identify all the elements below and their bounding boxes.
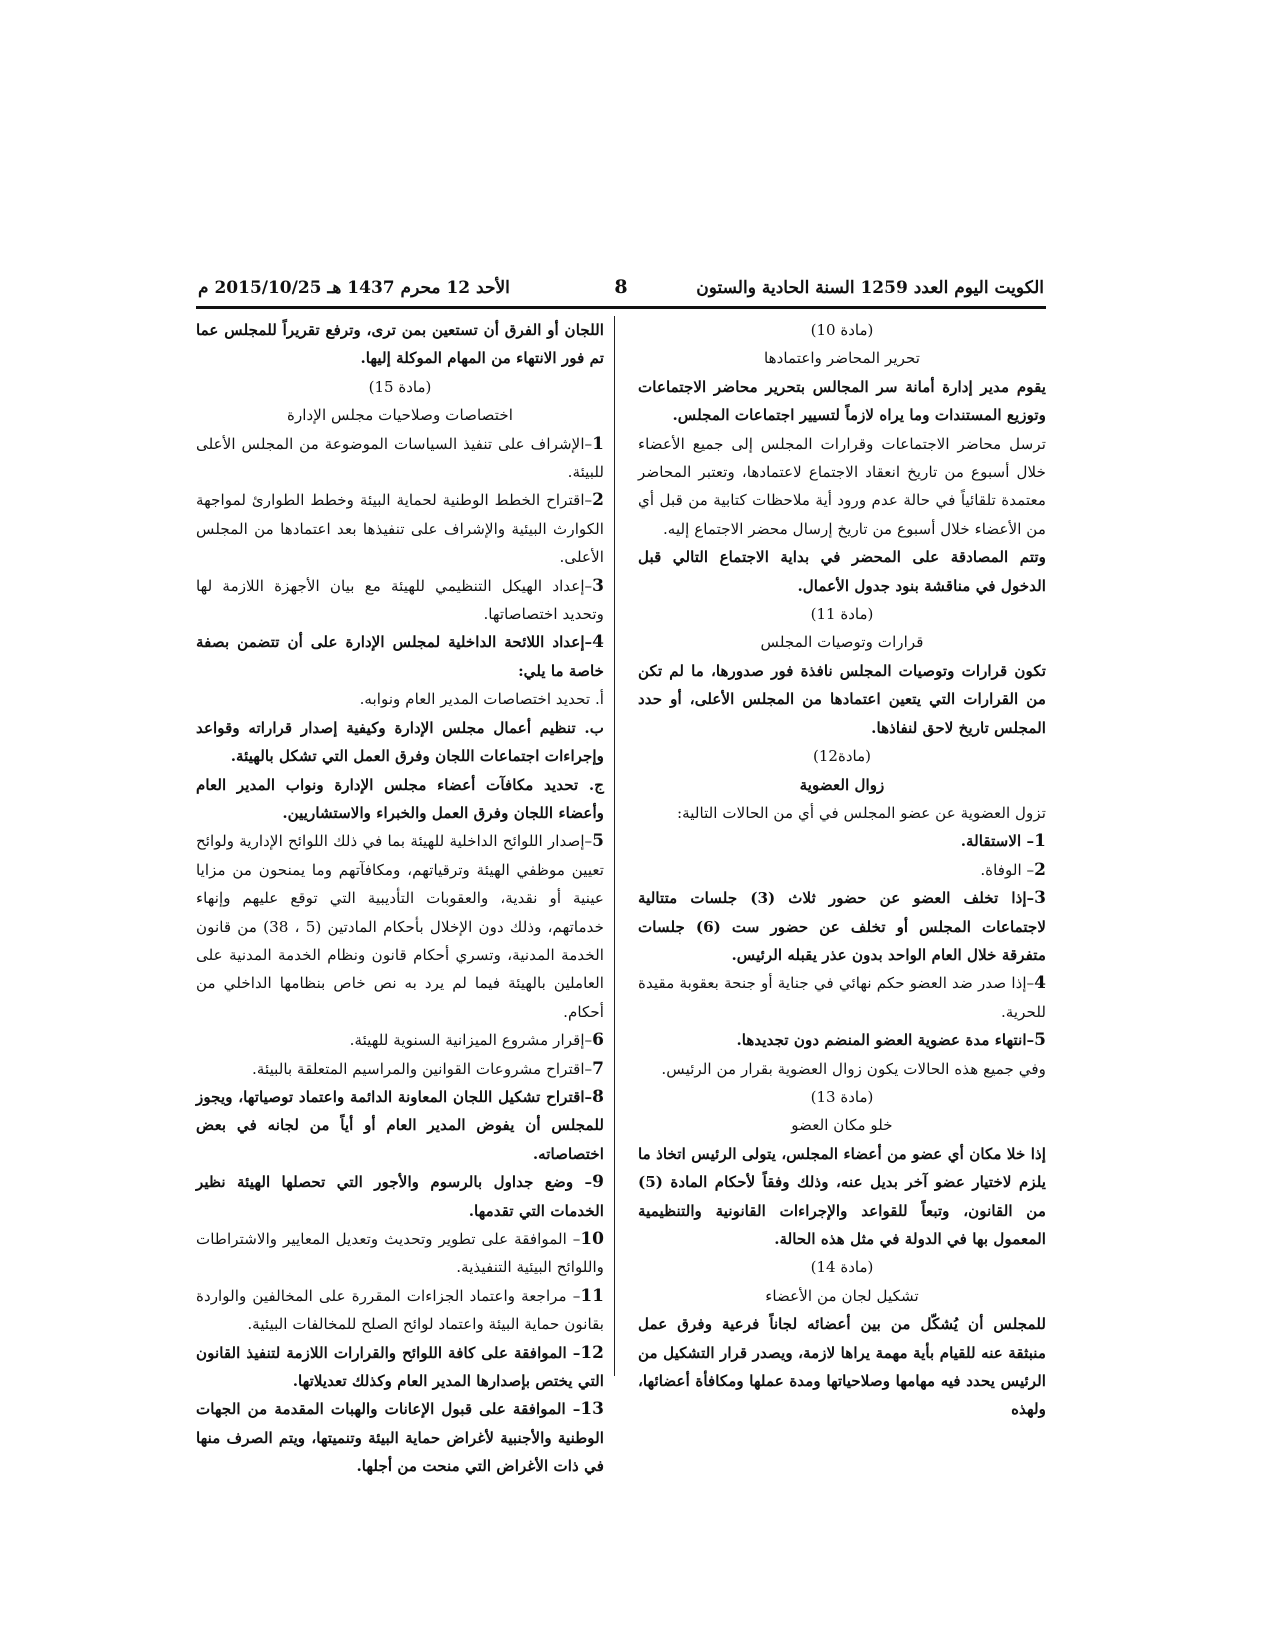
article-10-label: (مادة 10): [810, 321, 874, 339]
list-item: 2– الوفاة.: [980, 859, 1046, 880]
article-13-title: خلو مكان العضو: [791, 1116, 893, 1135]
list-item: 1–الإشراف على تنفيذ السياسات الموضوعة من المجلس الأعلى للبيئة.: [196, 433, 604, 482]
article-12-intro: تزول العضوية عن عضو المجلس في أي من الحالات التالية:: [677, 803, 1046, 822]
article-14-para-1: للمجلس أن يُشكّل من بين أعضائه لجاناً فرعية وفرق عمل منبثقة عنه للقيام بأية مهمة يراها لازمة، ويصدر قرار التشكيل من الرئيس يحدد فيه مهامها وصلاحياتها ومدة عملها ومكافأة أعضائها، ولهذه: [638, 1315, 1046, 1419]
sub-item-c: ج. تحديد مكافآت أعضاء مجلس الإدارة ونواب المدير العام وأعضاء اللجان وفرق العمل والخبراء والاستشاريين.: [196, 775, 604, 822]
gazette-page: [196, 0, 1046, 1650]
list-item: 10– الموافقة على تطوير وتحديث وتعديل المعايير والاشتراطات واللوائح البيئية التنفيذية.: [196, 1229, 604, 1277]
header-date: الأحد 12 محرم 1437 هـ 2015/10/25 م: [198, 278, 510, 298]
continuation-para: اللجان أو الفرق أن تستعين بمن ترى، وترفع تقريراً للمجلس عما تم فور الانتهاء من المهام الموكلة إليها.: [196, 321, 604, 368]
header-rule: [196, 306, 1046, 309]
sub-item-a: أ. تحديد اختصاصات المدير العام ونوابه.: [359, 690, 604, 709]
article-10-para-3: وتتم المصادقة على المحضر في بداية الاجتماع التالي قبل الدخول في مناقشة بنود جدول الأعمال.: [638, 548, 1046, 595]
list-item: 13– الموافقة على قبول الإعانات والهبات المقدمة من الجهات الوطنية والأجنبية لأغراض حماية البيئة وتنميتها، ويتم الصرف منها في ذات الأغراض التي منحت من أجلها.: [196, 1399, 604, 1476]
list-item: 12– الموافقة على كافة اللوائح والقرارات اللازمة لتنفيذ القانون التي يختص بإصدارها المدير العام وكذلك تعديلاتها.: [196, 1342, 604, 1391]
article-10-para-2: ترسل محاضر الاجتماعات وقرارات المجلس إلى جميع الأعضاء خلال أسبوع من تاريخ انعقاد الاجتماع لاعتمادها، وتعتبر المحاضر معتمدة تلقائياً في حالة عدم ورود أية ملاحظات كتابية من قبل أي من الأعضاء خلال أسبوع من تاريخ إرسال محضر الاجتماع إليه.: [638, 434, 1046, 538]
sub-item-b: ب. تنظيم أعمال مجلس الإدارة وكيفية إصدار قراراته وقواعد وإجراءات اجتماعات اللجان وفرق العمل التي تشكل بالهيئة.: [196, 718, 604, 766]
list-item: 2–اقتراح الخطط الوطنية لحماية البيئة وخطط الطوارئ لمواجهة الكوارث البيئية والإشراف على تنفيذها بعد اعتمادها من المجلس الأعلى.: [196, 490, 604, 567]
list-item: 6–إقرار مشروع الميزانية السنوية للهيئة.: [349, 1030, 604, 1051]
list-item: 3–إذا تخلف العضو عن حضور ثلاث (3) جلسات متتالية لاجتماعات المجلس أو تخلف عن حضور ست (6) جلسات متفرقة خلال العام الواحد بدون عذر يقبله الرئيس.: [638, 888, 1046, 964]
article-10-title: تحرير المحاضر واعتمادها: [763, 349, 920, 368]
left-column: [196, 316, 604, 1481]
article-12-closing: وفي جميع هذه الحالات يكون زوال العضوية بقرار من الرئيس.: [661, 1059, 1046, 1078]
header-page-number: 8: [614, 276, 628, 298]
list-item: 1– الاستقالة.: [960, 831, 1046, 852]
list-item: 4–إذا صدر ضد العضو حكم نهائي في جناية أو جنحة بعقوبة مقيدة للحرية.: [638, 973, 1046, 1021]
list-item: 11– مراجعة واعتماد الجزاءات المقررة على المخالفين والواردة بقانون حماية البيئة واعتماد لوائح الصلح للمخالفات البيئية.: [196, 1285, 604, 1334]
article-10-para-1: يقوم مدير إدارة أمانة سر المجالس بتحرير محاضر الاجتماعات وتوزيع المستندات وما يراه لازماً لتسيير اجتماعات المجلس.: [638, 377, 1046, 425]
article-14-title: تشكيل لجان من الأعضاء: [765, 1286, 919, 1305]
list-item: 9– وضع جداول بالرسوم والأجور التي تحصلها الهيئة نظير الخدمات التي تقدمها.: [196, 1172, 604, 1220]
header-issue-info: الكويت اليوم العدد 1259 السنة الحادية والستون: [696, 278, 1044, 298]
article-13-para-1: إذا خلا مكان أي عضو من أعضاء المجلس، يتولى الرئيس اتخاذ ما يلزم لاختيار عضو آخر بديل عنه، وذلك وفقاً لأحكام المادة (5) من القانون، وتبعاً للقواعد والإجراءات القانونية والتنظيمية المعمول بها في الدولة في مثل هذه الحالة.: [638, 1144, 1046, 1248]
article-11-label: (مادة 11): [810, 605, 874, 624]
right-column: [638, 316, 1046, 1424]
article-15-title: اختصاصات وصلاحيات مجلس الإدارة: [287, 406, 513, 425]
column-divider: [614, 316, 615, 1376]
list-item: 5–إصدار اللوائح الداخلية للهيئة بما في ذلك اللوائح الإدارية ولوائح تعيين موظفي الهيئة وترقياتهم، ومكافآتهم وما يمنحون من مزايا عينية أو نقدية، والعقوبات التأديبية التي توقع عليهم وإنهاء خدماتهم، وذلك دون الإخلال بأحكام المادتين (5 ، 38) من قانون الخدمة المدنية، وتسري أحكام قانون ونظام الخدمة المدنية على العاملين بالهيئة فيما لم يرد به نص خاص بنظامها الداخلي من أحكام.: [196, 831, 604, 1021]
article-13-label: (مادة 13): [810, 1087, 874, 1106]
list-item: 8–اقتراح تشكيل اللجان المعاونة الدائمة واعتماد توصياتها، ويجوز للمجلس أن يفوض المدير العام أو أياً من لجانه في بعض اختصاصاته.: [196, 1086, 604, 1163]
list-item: 4–إعداد اللائحة الداخلية لمجلس الإدارة على أن تتضمن بصفة خاصة ما يلي:: [196, 632, 604, 680]
list-item: 5–انتهاء مدة عضوية العضو المنضم دون تجديدها.: [736, 1030, 1046, 1051]
article-14-label: (مادة 14): [810, 1258, 874, 1277]
article-11-para-1: تكون قرارات وتوصيات المجلس نافذة فور صدورها، ما لم تكن من القرارات التي يتعين اعتمادها من المجلس الأعلى، أو حدد المجلس تاريخ لاحق لنفاذها.: [638, 661, 1046, 737]
article-12-label: (مادة12): [813, 747, 871, 766]
page-header: [196, 272, 1046, 306]
article-11-title: قرارات وتوصيات المجلس: [760, 633, 924, 652]
article-12-title: زوال العضوية: [799, 775, 885, 794]
list-item: 7–اقتراح مشروعات القوانين والمراسيم المتعلقة بالبيئة.: [252, 1058, 604, 1079]
list-item: 3–إعداد الهيكل التنظيمي للهيئة مع بيان الأجهزة اللازمة لها وتحديد اختصاصاتها.: [196, 575, 604, 624]
article-15-label: (مادة 15): [368, 377, 432, 396]
